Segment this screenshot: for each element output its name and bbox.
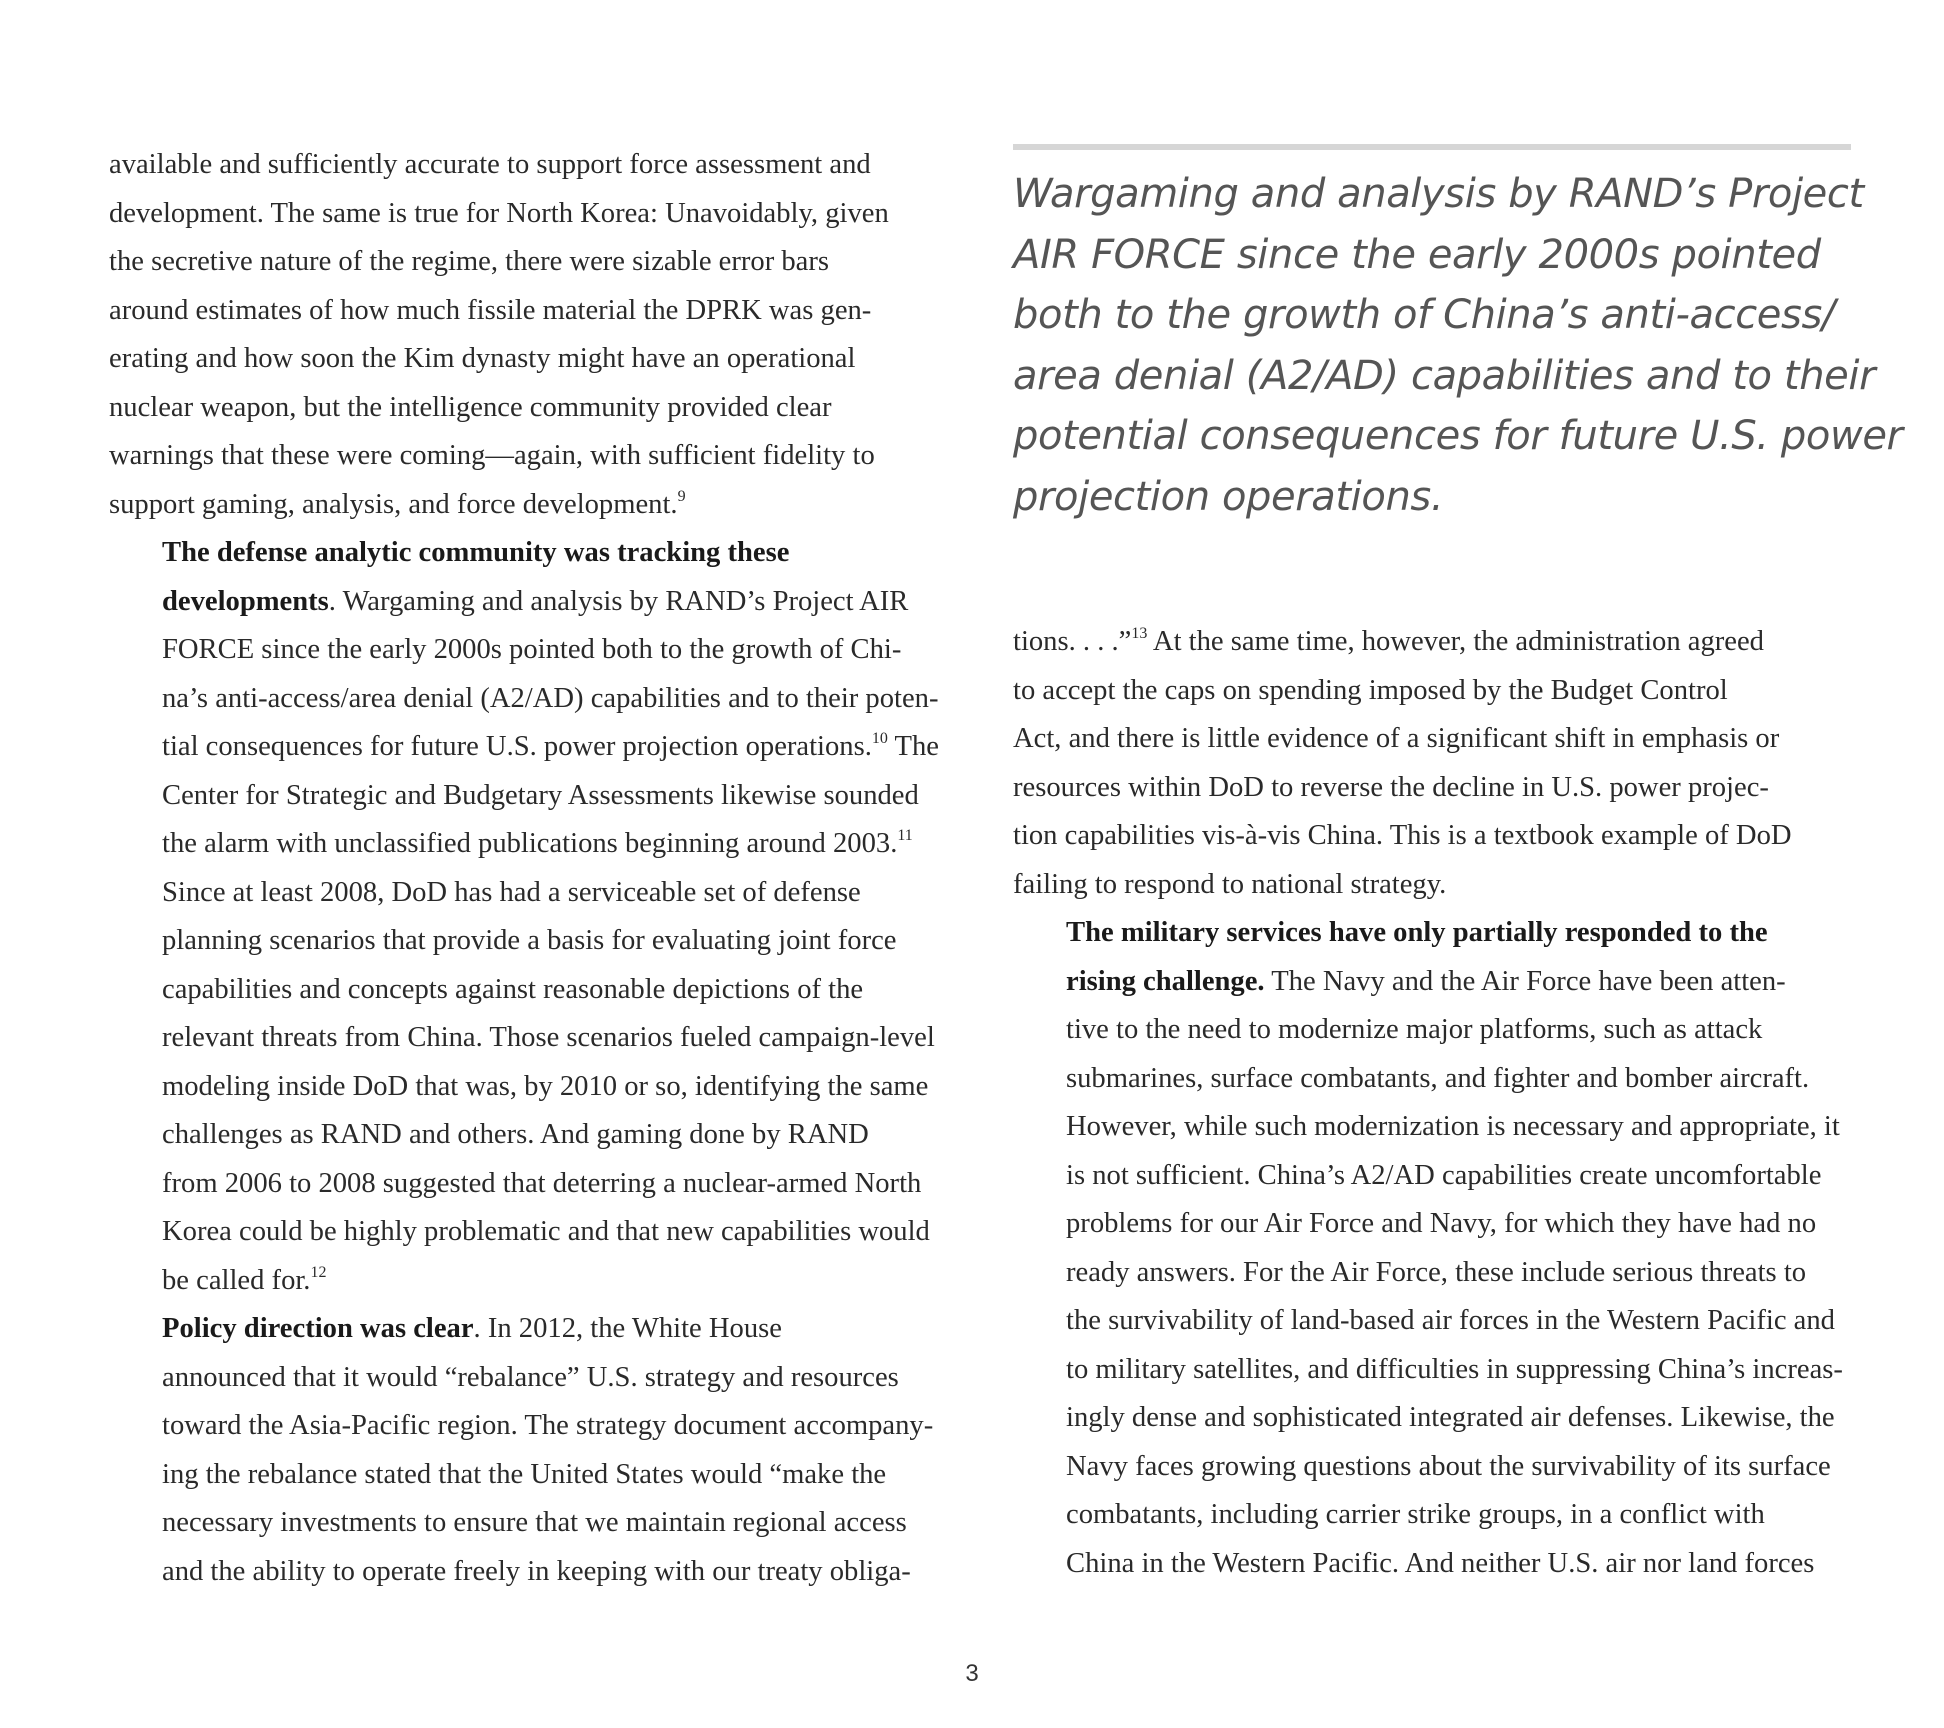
text-line: and the ability to operate freely in keeping with our treaty obliga-: [162, 1555, 911, 1587]
run-in-heading: The defense analytic community was tracking these: [162, 537, 790, 568]
paragraph-military-services: [1013, 909, 1851, 1588]
text-line: challenges as RAND and others. And gaming done by RAND: [162, 1119, 869, 1150]
text-line: available and sufficiently accurate to support force assessment and: [109, 149, 871, 180]
text-line: [109, 820, 947, 869]
footnote-ref-9[interactable]: 9: [677, 487, 686, 505]
text-segment: support gaming, analysis, and force development.: [109, 488, 678, 520]
text-line: ready answers. For the Air Force, these include serious threats to: [1066, 1256, 1807, 1288]
text-line: the secretive nature of the regime, there were sizable error bars: [109, 246, 830, 277]
paragraph-intelligence: [109, 141, 947, 529]
text-line: tive to the need to modernize major platforms, such as attack: [1066, 1014, 1763, 1045]
text-segment: be called for.: [162, 1264, 311, 1296]
text-segment: At the same time, however, the administration agreed: [1147, 626, 1764, 657]
text-line: from 2006 to 2008 suggested that deterring a nuclear-armed North: [162, 1167, 922, 1199]
text-line: ingly dense and sophisticated integrated air defenses. Likewise, the: [1066, 1402, 1835, 1433]
text-line: [109, 1257, 947, 1306]
pull-quote-line: potential consequences for future U.S. power: [1013, 413, 1903, 459]
left-column: [109, 141, 947, 1596]
text-segment: . In 2012, the White House: [473, 1313, 782, 1344]
run-in-heading: The military services have only partially responded to the: [1066, 917, 1768, 948]
text-line: China in the Western Pacific. And neither U.S. air nor land forces: [1066, 1547, 1815, 1579]
text-line: submarines, surface combatants, and fighter and bomber aircraft.: [1066, 1062, 1810, 1094]
text-line: Act, and there is little evidence of a significant shift in emphasis or: [1013, 723, 1780, 754]
text-segment: tions. . . .”: [1013, 626, 1132, 657]
text-line: toward the Asia-Pacific region. The strategy document accompany-: [162, 1410, 934, 1441]
run-in-heading: developments: [162, 585, 329, 617]
pull-quote-line: AIR FORCE since the early 2000s pointed: [1013, 231, 1821, 278]
pull-quote-text: [1013, 164, 1903, 527]
text-segment: the alarm with unclassified publications beginning around 2003.: [162, 828, 898, 859]
text-line: planning scenarios that provide a basis for evaluating joint force: [162, 925, 897, 956]
run-in-heading: Policy direction was clear: [162, 1313, 474, 1344]
text-line: erating and how soon the Kim dynasty might have an operational: [109, 343, 856, 374]
text-line: [1013, 618, 1851, 667]
run-in-heading: rising challenge.: [1066, 965, 1265, 997]
text-line: ing the rebalance stated that the United States would “make the: [162, 1458, 887, 1490]
page-number: 3: [965, 1660, 979, 1687]
text-line: nuclear weapon, but the intelligence community provided clear: [109, 391, 832, 423]
footnote-ref-11[interactable]: 11: [897, 827, 913, 844]
text-line: modeling inside DoD that was, by 2010 or so, identifying the same: [162, 1070, 929, 1102]
paragraph-policy-direction: [109, 1305, 947, 1596]
text-line: around estimates of how much fissile material the DPRK was gen-: [109, 294, 872, 326]
footnote-ref-13[interactable]: 13: [1131, 625, 1148, 642]
text-line: Center for Strategic and Budgetary Assessments likewise sounded: [162, 779, 919, 811]
paragraph-analytic-community: [109, 529, 947, 1305]
text-line: development. The same is true for North Korea: Unavoidably, given: [109, 197, 889, 229]
text-line: Since at least 2008, DoD has had a serviceable set of defense: [162, 876, 861, 908]
text-line: na’s anti-access/area denial (A2/AD) capabilities and to their poten-: [162, 682, 939, 714]
text-line: [1013, 958, 1851, 1007]
text-line: relevant threats from China. Those scenarios fueled campaign-level: [162, 1022, 935, 1053]
text-segment: The: [887, 731, 939, 762]
text-line: resources within DoD to reverse the decline in U.S. power projec-: [1013, 771, 1769, 803]
text-line: combatants, including carrier strike groups, in a conflict with: [1066, 1499, 1765, 1530]
text-line: announced that it would “rebalance” U.S. strategy and resources: [162, 1361, 899, 1393]
pull-quote-line: projection operations.: [1013, 473, 1444, 520]
text-line: capabilities and concepts against reasonable depictions of the: [162, 973, 864, 1005]
footnote-ref-10[interactable]: 10: [871, 730, 888, 747]
text-line: to military satellites, and difficulties in suppressing China’s increas-: [1066, 1353, 1843, 1385]
text-line: problems for our Air Force and Navy, for which they have had no: [1066, 1208, 1817, 1239]
text-line: [109, 723, 947, 772]
text-line: is not sufficient. China’s A2/AD capabilities create uncomfortable: [1066, 1159, 1822, 1191]
text-line: Korea could be highly problematic and that new capabilities would: [162, 1216, 930, 1247]
text-line: [109, 481, 947, 530]
text-segment: tial consequences for future U.S. power projection operations.: [162, 731, 872, 762]
text-line: However, while such modernization is necessary and appropriate, it: [1066, 1111, 1840, 1142]
paragraph-budget-control: [1013, 618, 1851, 909]
text-line: Navy faces growing questions about the survivability of its surface: [1066, 1450, 1831, 1482]
text-line: warnings that these were coming—again, with sufficient fidelity to: [109, 440, 875, 471]
text-line: necessary investments to ensure that we maintain regional access: [162, 1507, 907, 1538]
footnote-ref-12[interactable]: 12: [310, 1263, 327, 1281]
pull-quote: [1013, 144, 1903, 527]
pull-quote-line: area denial (A2/AD) capabilities and to their: [1013, 352, 1876, 399]
pull-quote-line: Wargaming and analysis by RAND’s Project: [1013, 171, 1864, 217]
text-line: tion capabilities vis-à-vis China. This is a textbook example of DoD: [1013, 820, 1792, 851]
right-column: [1013, 618, 1851, 1588]
text-segment: The Navy and the Air Force have been atten-: [1264, 965, 1786, 997]
text-line: failing to respond to national strategy.: [1013, 868, 1447, 900]
text-line: [109, 578, 947, 627]
text-line: the survivability of land-based air forces in the Western Pacific and: [1066, 1305, 1835, 1336]
text-line: FORCE since the early 2000s pointed both to the growth of Chi-: [162, 634, 902, 665]
text-line: to accept the caps on spending imposed by the Budget Control: [1013, 674, 1728, 706]
text-segment: . Wargaming and analysis by RAND’s Project AIR: [328, 585, 909, 617]
pull-quote-line: both to the growth of China’s anti-access/: [1013, 292, 1835, 338]
